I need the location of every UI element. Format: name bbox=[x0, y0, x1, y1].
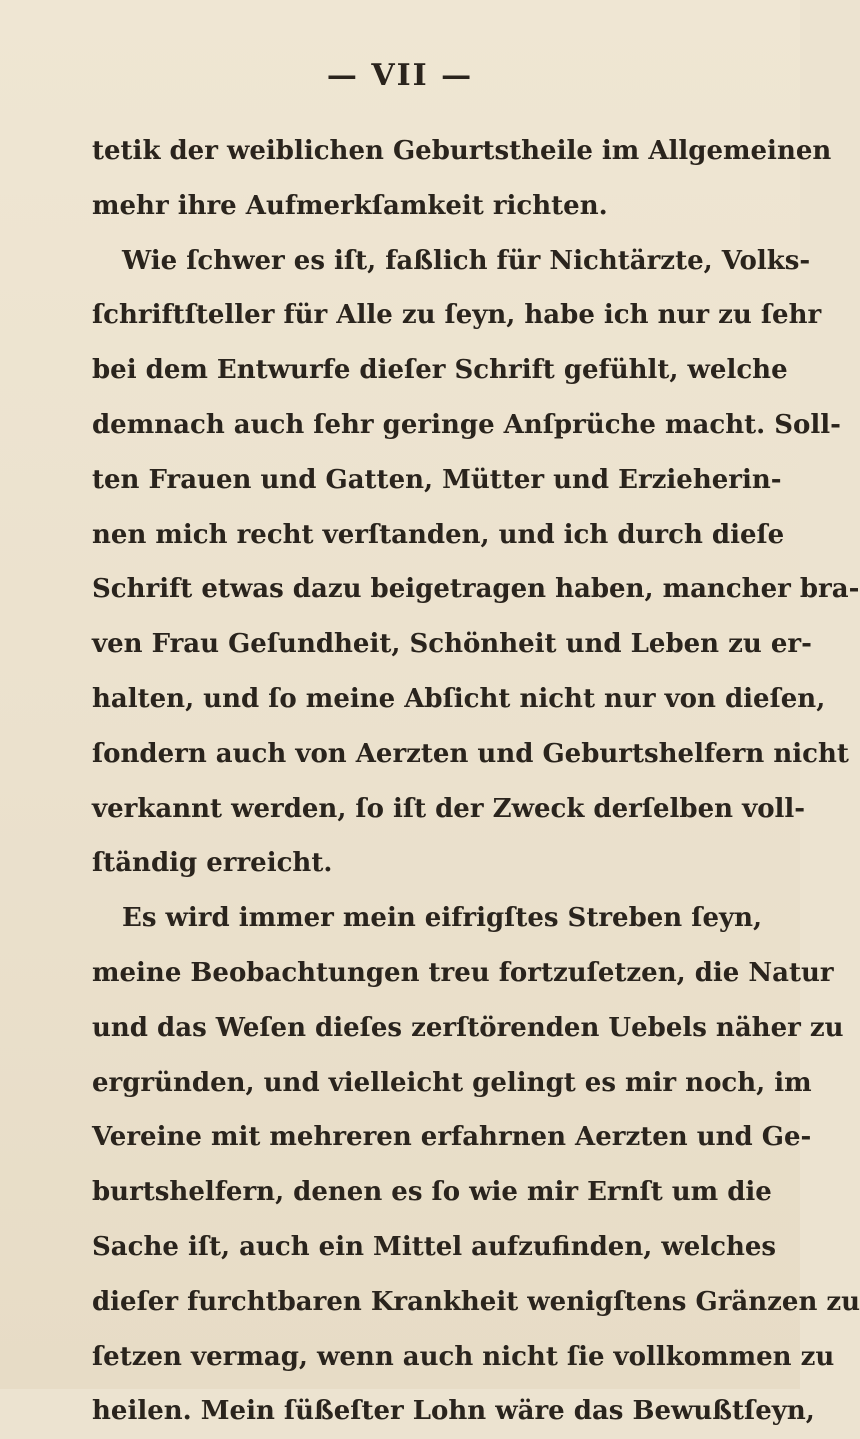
text-line: Wie ſchwer es iſt, faßlich für Nichtärzte, Volks- bbox=[122, 245, 811, 276]
page-number: — VII — bbox=[326, 58, 474, 93]
text-line: Sache iſt, auch ein Mittel aufzufinden, welches bbox=[92, 1231, 777, 1262]
text-line: nen mich recht verſtanden, und ich durch dieſe bbox=[92, 519, 785, 550]
text-line: ergründen, und vielleicht gelingt es mir noch, im bbox=[92, 1067, 812, 1098]
text-line: burtshelfern, denen es ſo wie mir Ernſt um die bbox=[92, 1177, 772, 1208]
text-line: halten, und ſo meine Abſicht nicht nur von dieſen, bbox=[92, 683, 826, 714]
text-line: heilen. Mein ſüßeſter Lohn wäre das Bewußtſeyn, bbox=[92, 1396, 815, 1427]
text-line: bei dem Entwurfe dieſer Schrift gefühlt, welche bbox=[92, 355, 788, 386]
text-line: tetik der weiblichen Geburtstheile im Allgemeinen bbox=[92, 136, 832, 166]
text-line: demnach auch ſehr geringe Anſprüche macht. Soll- bbox=[92, 409, 841, 440]
text-line: ſondern auch von Aerzten und Geburtshelfern nicht bbox=[92, 738, 849, 769]
text-line: Es wird immer mein eifrigſtes Streben ſeyn, bbox=[122, 903, 763, 934]
body-text bbox=[92, 124, 860, 1439]
text-line: dieſer furchtbaren Krankheit wenigſtens Gränzen zu bbox=[92, 1286, 860, 1317]
text-line: Schrift etwas dazu beigetragen haben, mancher bra- bbox=[92, 574, 860, 605]
text-line: verkannt werden, ſo iſt der Zweck derſelben voll- bbox=[92, 793, 806, 824]
text-line: Vereine mit mehreren erfahrnen Aerzten und Ge- bbox=[92, 1122, 812, 1153]
text-line: ven Frau Geſundheit, Schönheit und Leben zu er- bbox=[92, 629, 812, 660]
text-line: ſchriftſteller für Alle zu ſeyn, habe ich nur zu ſehr bbox=[92, 300, 822, 331]
text-line: meine Beobachtungen treu fortzuſetzen, die Natur bbox=[92, 957, 834, 988]
text-line: ten Frauen und Gatten, Mütter und Erzieherin- bbox=[92, 464, 782, 495]
text-line: ſetzen vermag, wenn auch nicht ſie vollkommen zu bbox=[92, 1341, 835, 1372]
text-line: und das Weſen dieſes zerſtörenden Uebels näher zu bbox=[92, 1012, 844, 1043]
text-line: mehr ihre Aufmerkſamkeit richten. bbox=[92, 190, 608, 221]
text-line: ſtändig erreicht. bbox=[92, 848, 333, 879]
